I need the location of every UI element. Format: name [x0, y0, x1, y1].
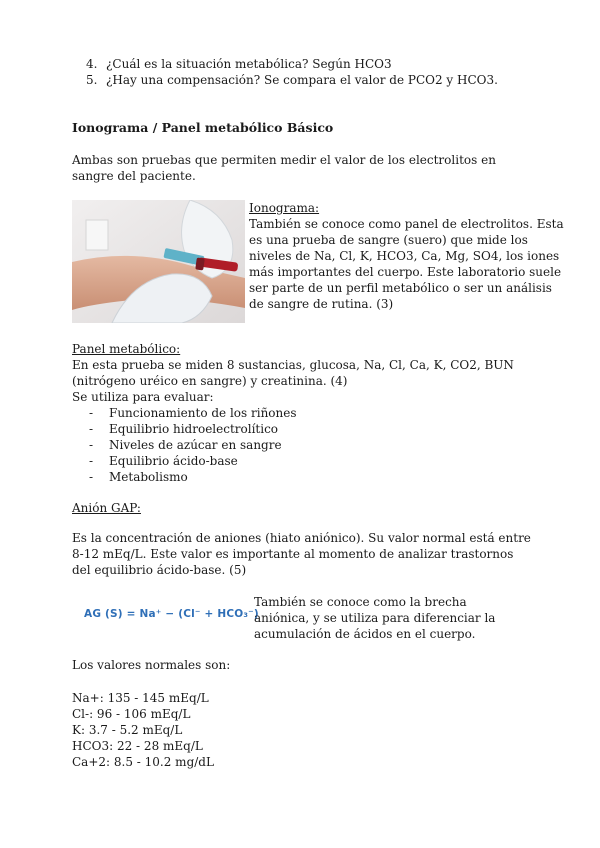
- list-item: - Funcionamiento de los riñones: [89, 406, 297, 420]
- ionograma-line: niveles de Na, Cl, K, HCO3, Ca, Mg, SO4, los iones: [249, 249, 560, 263]
- list-item: [86, 56, 392, 72]
- normal-value: Na+: 135 - 145 mEq/L: [72, 691, 209, 705]
- list-number: 4.: [86, 57, 98, 71]
- normal-values-list: [72, 690, 214, 770]
- evaluation-list: [89, 405, 297, 485]
- ionograma-line: de sangre de rutina. (3): [249, 297, 394, 311]
- ionograma-line: También se conoce como panel de electrolitos. Esta: [249, 217, 564, 231]
- normal-values-title: Los valores normales son:: [72, 658, 231, 672]
- normal-value: K: 3.7 - 5.2 mEq/L: [72, 723, 183, 737]
- ionograma-line: es una prueba de sangre (suero) que mide los: [249, 233, 528, 247]
- panel-title: Panel metabólico:: [72, 342, 181, 356]
- list-number: 5.: [86, 73, 98, 87]
- section-title: Ionograma / Panel metabólico Básico: [72, 120, 334, 135]
- list-item: - Metabolismo: [89, 470, 188, 484]
- ionograma-title: Ionograma:: [249, 201, 320, 215]
- panel-subtitle: Se utiliza para evaluar:: [72, 390, 214, 404]
- list-item: - Niveles de azúcar en sangre: [89, 438, 282, 452]
- normal-value: Cl-: 96 - 106 mEq/L: [72, 707, 191, 721]
- ionograma-line: ser parte de un perfil metabólico o ser un análisis: [249, 281, 552, 295]
- list-item: [86, 72, 498, 88]
- anion-gap-side-text: También se conoce como la brecha aniónica, y se utiliza para diferenciar la acumulación de ácidos en el cuerpo.: [254, 595, 496, 641]
- ionograma-text: [249, 216, 564, 312]
- normal-value: HCO3: 22 - 28 mEq/L: [72, 739, 203, 753]
- anion-gap-title: Anión GAP:: [72, 501, 141, 515]
- panel-text: En esta prueba se miden 8 sustancias, glucosa, Na, Cl, Ca, K, CO2, BUN (nitrógeno uréico en sangre) y creatinina. (4): [72, 358, 514, 388]
- list-item: - Equilibrio hidroelectrolítico: [89, 422, 279, 436]
- anion-gap-text: Es la concentración de aniones (hiato aniónico). Su valor normal está entre 8-12 mEq/L. Este valor es importante al momento de analizar trastornos del equilibrio ácido-base. (5): [72, 531, 531, 577]
- blood-draw-photo: [72, 200, 245, 323]
- ionograma-line: más importantes del cuerpo. Este laboratorio suele: [249, 265, 562, 279]
- normal-value: Ca+2: 8.5 - 10.2 mg/dL: [72, 755, 214, 769]
- list-text: ¿Cuál es la situación metabólica? Según HCO3: [106, 57, 392, 71]
- list-text: ¿Hay una compensación? Se compara el valor de PCO2 y HCO3.: [106, 73, 498, 87]
- anion-gap-formula: AG (S) = Na⁺ − (Cl⁻ + HCO₃⁻): [84, 608, 259, 620]
- list-item: - Equilibrio ácido-base: [89, 454, 238, 468]
- intro-paragraph: Ambas son pruebas que permiten medir el valor de los electrolitos en sangre del paciente.: [72, 153, 496, 183]
